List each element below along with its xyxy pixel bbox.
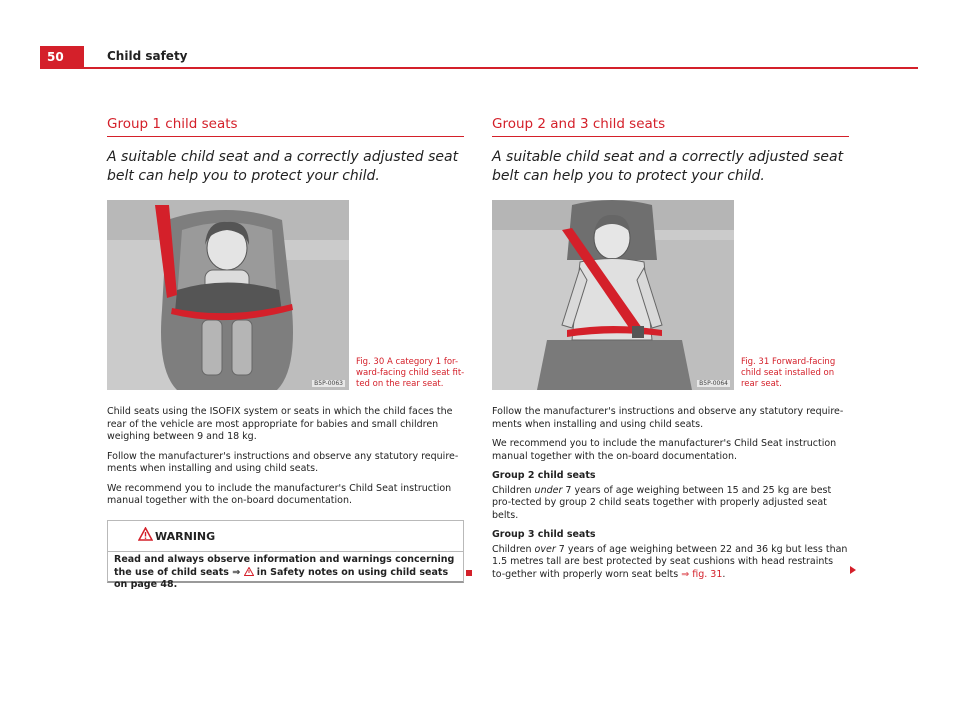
text: Children [492, 484, 535, 496]
emphasis: over [534, 543, 556, 555]
paragraph-group3 [492, 544, 849, 582]
section-heading-group23: Group 2 and 3 child seats [492, 116, 849, 137]
lead-text-group1: A suitable child seat and a correctly adjusted seat belt can help you to protect your child. [107, 149, 459, 184]
figure-code: B5P-0063 [314, 380, 343, 387]
body-text-group1 [107, 406, 464, 508]
paragraph: We recommend you to include the manufacturer's Child Seat instruction manual together with the on-board documentation. [107, 482, 452, 506]
text: 7 years of age weighing between 22 and 36 kg but less than 1.5 metres tall are best protected by seat cushions with head restraints to-gether with properly worn seat belts [492, 543, 848, 580]
lead-text-group23: A suitable child seat and a correctly adjusted seat belt can help you to protect your child. [492, 149, 844, 184]
warning-title: WARNING [155, 530, 216, 543]
figure-caption: Fig. 30 A category 1 for-ward-facing child seat fit-ted on the rear seat. [356, 357, 465, 389]
subheading-group2: Group 2 child seats [492, 470, 596, 481]
warning-text [108, 552, 463, 592]
emphasis: under [534, 484, 563, 496]
paragraph: We recommend you to include the manufacturer's Child Seat instruction manual together with the on-board documentation. [492, 438, 837, 462]
continue-arrow-icon [850, 566, 856, 574]
section-end-marker [466, 570, 472, 576]
figure-caption: Fig. 31 Forward-facing child seat installed on rear seat. [741, 357, 836, 389]
figure-31 [492, 200, 849, 390]
warning-small-icon [244, 567, 254, 576]
paragraph: Follow the manufacturer's instructions and observe any statutory require-ments when installing and using child seats. [492, 406, 844, 430]
warning-text-end: in Safety notes on using child seats on page 48. [114, 566, 449, 590]
text: Children [492, 543, 535, 555]
warning-icon [138, 527, 153, 541]
figure-code: B5P-0064 [699, 380, 728, 387]
figure-30 [107, 200, 464, 390]
figure-link[interactable]: ⇒ fig. 31 [681, 568, 723, 580]
right-column [492, 116, 849, 588]
text: 7 years of age weighing between 15 and 25 kg are best pro-tected by group 2 child seats together with properly adjusted seat belts. [492, 484, 832, 521]
page-number: 50 [40, 46, 84, 67]
warning-text-start: Read and always observe information and warnings concerning the use of child seats ⇒ [114, 554, 455, 578]
section-heading-group1: Group 1 child seats [107, 116, 464, 137]
subheading-group3: Group 3 child seats [492, 529, 596, 540]
chapter-title: Child safety [107, 49, 188, 63]
paragraph-group2 [492, 485, 849, 523]
text: . [722, 568, 726, 580]
left-column [107, 116, 464, 515]
paragraph: Follow the manufacturer's instructions and observe any statutory require-ments when installing and using child seats. [107, 450, 459, 474]
paragraph: Child seats using the ISOFIX system or seats in which the child faces the rear of the vehicle are most appropriate for babies and small children weighing between 9 and 18 kg. [107, 406, 453, 442]
figure-30-image [107, 200, 349, 390]
warning-box [107, 520, 464, 590]
figure-31-image [492, 200, 734, 390]
body-text-group23 [492, 406, 849, 581]
warning-header [108, 521, 463, 552]
